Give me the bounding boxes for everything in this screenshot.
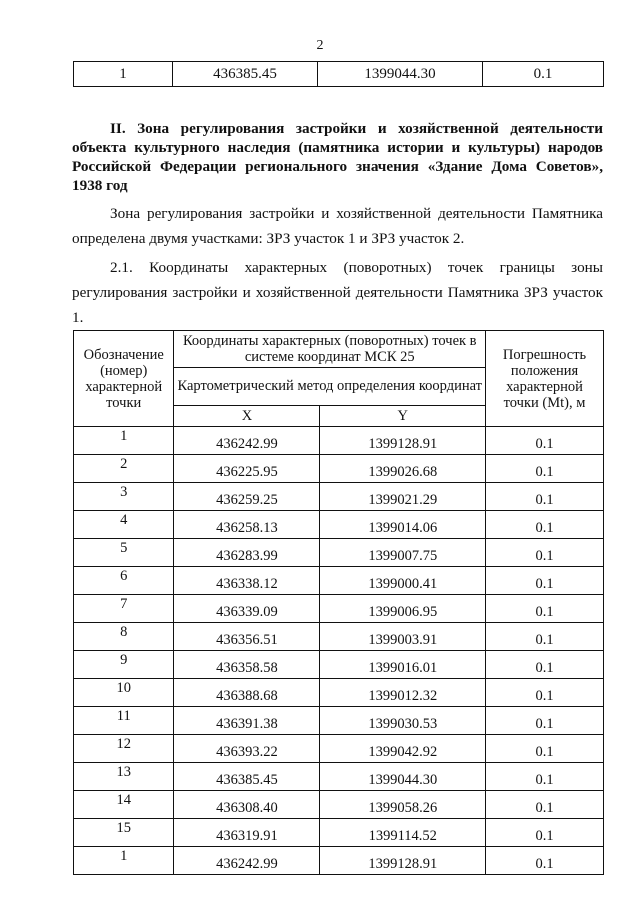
error-cell: 0.1 (486, 511, 604, 539)
table-row (74, 567, 604, 595)
header-x: X (174, 406, 320, 427)
x-coordinate-cell: 436339.09 (174, 595, 320, 623)
error-cell: 0.1 (486, 483, 604, 511)
x-coordinate-cell: 436358.58 (174, 651, 320, 679)
x-coordinate-cell: 436393.22 (174, 735, 320, 763)
error-cell: 0.1 (486, 763, 604, 791)
x-coordinate-cell: 436242.99 (174, 847, 320, 875)
x-coordinate-cell: 436225.95 (174, 455, 320, 483)
error-cell: 0.1 (486, 847, 604, 875)
page-number: 2 (316, 38, 324, 53)
y-coordinate-cell: 1399021.29 (320, 483, 486, 511)
header-designation: Обозначение (номер) характерной точки (74, 331, 174, 427)
table-row (74, 539, 604, 567)
point-number-cell: 2 (74, 455, 174, 483)
header-method: Картометрический метод определения координат (174, 367, 486, 406)
point-number-cell: 5 (74, 539, 174, 567)
x-coordinate-cell: 436242.99 (174, 427, 320, 455)
y-coordinate-cell: 1399044.30 (320, 763, 486, 791)
table-row (74, 483, 604, 511)
point-number-cell: 15 (74, 819, 174, 847)
x-coordinate-cell: 436259.25 (174, 483, 320, 511)
x-coordinate-cell: 436385.45 (173, 62, 318, 87)
error-cell: 0.1 (486, 819, 604, 847)
x-coordinate-cell: 436388.68 (174, 679, 320, 707)
point-number-cell: 7 (74, 595, 174, 623)
y-coordinate-cell: 1399016.01 (320, 651, 486, 679)
table-row (74, 623, 604, 651)
error-cell: 0.1 (486, 791, 604, 819)
y-coordinate-cell: 1399006.95 (320, 595, 486, 623)
point-number-cell: 3 (74, 483, 174, 511)
y-coordinate-cell: 1399014.06 (320, 511, 486, 539)
point-number-cell: 4 (74, 511, 174, 539)
x-coordinate-cell: 436308.40 (174, 791, 320, 819)
paragraph-coordinates-intro: 2.1. Координаты характерных (поворотных) точек границы зоны регулирования застройки и хозяйственной деятельности Памятника ЗРЗ участок 1. (72, 259, 603, 326)
table-row (74, 651, 604, 679)
point-number-cell: 14 (74, 791, 174, 819)
table-row (74, 595, 604, 623)
error-cell: 0.1 (486, 735, 604, 763)
table-row (74, 819, 604, 847)
error-cell: 0.1 (483, 62, 604, 87)
y-coordinate-cell: 1399000.41 (320, 567, 486, 595)
y-coordinate-cell: 1399044.30 (318, 62, 483, 87)
point-number-cell: 9 (74, 651, 174, 679)
x-coordinate-cell: 436283.99 (174, 539, 320, 567)
point-number-cell: 1 (74, 427, 174, 455)
error-cell: 0.1 (486, 427, 604, 455)
x-coordinate-cell: 436356.51 (174, 623, 320, 651)
continued-table (73, 61, 604, 87)
error-cell: 0.1 (486, 679, 604, 707)
point-number-cell: 8 (74, 623, 174, 651)
point-number-cell: 1 (74, 847, 174, 875)
point-number-cell: 11 (74, 707, 174, 735)
point-number-cell: 13 (74, 763, 174, 791)
point-number-cell: 12 (74, 735, 174, 763)
error-cell: 0.1 (486, 651, 604, 679)
x-coordinate-cell: 436391.38 (174, 707, 320, 735)
y-coordinate-cell: 1399003.91 (320, 623, 486, 651)
coordinates-table (73, 330, 604, 875)
paragraph-zone-description: Зона регулирования застройки и хозяйственной деятельности Памятника определена двумя участками: ЗРЗ участок 1 и ЗРЗ участок 2. (72, 205, 603, 247)
table-header-row (74, 331, 604, 368)
error-cell: 0.1 (486, 707, 604, 735)
y-coordinate-cell: 1399058.26 (320, 791, 486, 819)
header-y: Y (320, 406, 486, 427)
y-coordinate-cell: 1399012.32 (320, 679, 486, 707)
table-row (74, 427, 604, 455)
y-coordinate-cell: 1399007.75 (320, 539, 486, 567)
table-row (74, 763, 604, 791)
y-coordinate-cell: 1399030.53 (320, 707, 486, 735)
x-coordinate-cell: 436258.13 (174, 511, 320, 539)
y-coordinate-cell: 1399114.52 (320, 819, 486, 847)
table-row (74, 455, 604, 483)
x-coordinate-cell: 436319.91 (174, 819, 320, 847)
table-row (74, 735, 604, 763)
table-row (74, 679, 604, 707)
error-cell: 0.1 (486, 539, 604, 567)
table-row (74, 511, 604, 539)
y-coordinate-cell: 1399042.92 (320, 735, 486, 763)
point-number-cell: 10 (74, 679, 174, 707)
x-coordinate-cell: 436338.12 (174, 567, 320, 595)
y-coordinate-cell: 1399026.68 (320, 455, 486, 483)
error-cell: 0.1 (486, 623, 604, 651)
point-number-cell: 1 (74, 62, 173, 87)
error-cell: 0.1 (486, 567, 604, 595)
error-cell: 0.1 (486, 595, 604, 623)
header-coordinates: Координаты характерных (поворотных) точек в системе координат МСК 25 (174, 331, 486, 368)
table-row (74, 791, 604, 819)
y-coordinate-cell: 1399128.91 (320, 427, 486, 455)
y-coordinate-cell: 1399128.91 (320, 847, 486, 875)
table-row (74, 847, 604, 875)
section-heading: II. Зона регулирования застройки и хозяйственной деятельности объекта культурного наследия (памятника истории и культуры) народов Российской Федерации регионального значения «Здание Дома Советов», 1938 год (72, 120, 603, 194)
header-error: Погрешность положения характерной точки (Mt), м (486, 331, 604, 427)
table-row (74, 62, 604, 87)
error-cell: 0.1 (486, 455, 604, 483)
point-number-cell: 6 (74, 567, 174, 595)
x-coordinate-cell: 436385.45 (174, 763, 320, 791)
table-row (74, 707, 604, 735)
